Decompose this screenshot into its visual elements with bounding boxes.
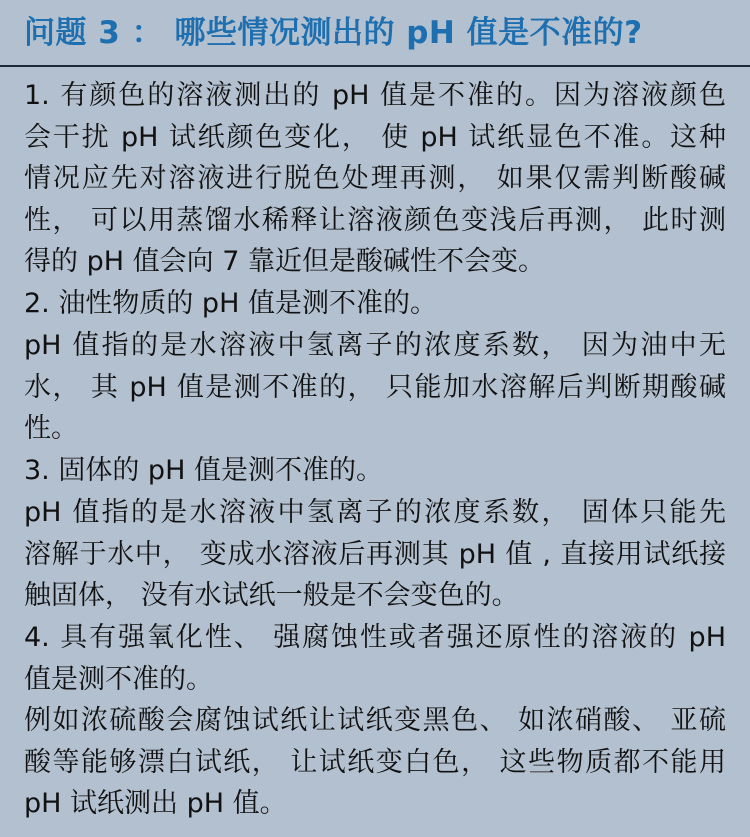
question-title: 问题 3 ： 哪些情况测出的 pH 值是不准的?: [24, 15, 643, 51]
answer-point-3-heading: [24, 450, 726, 492]
text-line: 溶解于水中， 变成水溶液后再测其 pH 值 , 直接用试纸接: [24, 538, 726, 570]
answer-content: [0, 67, 750, 837]
text-line: 会干扰 pH 试纸颜色变化， 使 pH 试纸显色不准。这种: [24, 121, 726, 153]
answer-point-1: [24, 75, 726, 283]
text-line: 4. 具有强氧化性、 强腐蚀性或者强还原性的溶液的 pH: [24, 622, 726, 653]
answer-point-3-explanation: [24, 492, 726, 617]
text-line: 触固体， 没有水试纸一般是不会变色的。: [24, 580, 519, 612]
text-line: 1. 有颜色的溶液测出的 pH 值是不准的。因为溶液颜色: [24, 80, 726, 111]
text-line: pH 值指的是水溶液中氢离子的浓度系数， 固体只能先: [24, 497, 726, 528]
text-line: 例如浓硫酸会腐蚀试纸让试纸变黑色、 如浓硝酸、 亚硫: [24, 705, 726, 736]
text-line: 值是测不准的。: [24, 663, 213, 695]
text-line: 酸等能够漂白试纸， 让试纸变白色， 这些物质都不能用: [24, 746, 726, 778]
answer-point-4-explanation: [24, 700, 726, 825]
text-line: pH 试纸测出 pH 值。: [24, 788, 287, 820]
text-line: 性。: [24, 413, 78, 445]
answer-point-4-heading: [24, 617, 726, 700]
text-line: 得的 pH 值会向 7 靠近但是酸碱性不会变。: [24, 246, 545, 278]
text-line: 水， 其 pH 值是测不准的， 只能加水溶解后判断期酸碱: [24, 371, 726, 403]
text-line: 3. 固体的 pH 值是测不准的。: [24, 455, 383, 486]
text-line: pH 值指的是水溶液中氢离子的浓度系数， 因为油中无: [24, 330, 726, 361]
text-line: 情况应先对溶液进行脱色处理再测， 如果仅需判断酸碱: [24, 163, 726, 195]
question-header: [0, 0, 750, 67]
text-line: 性， 可以用蒸馏水稀释让溶液颜色变浅后再测， 此时测: [24, 204, 726, 236]
answer-point-2-explanation: [24, 325, 726, 450]
answer-point-2-heading: [24, 283, 726, 325]
text-line: 2. 油性物质的 pH 值是测不准的。: [24, 288, 437, 319]
